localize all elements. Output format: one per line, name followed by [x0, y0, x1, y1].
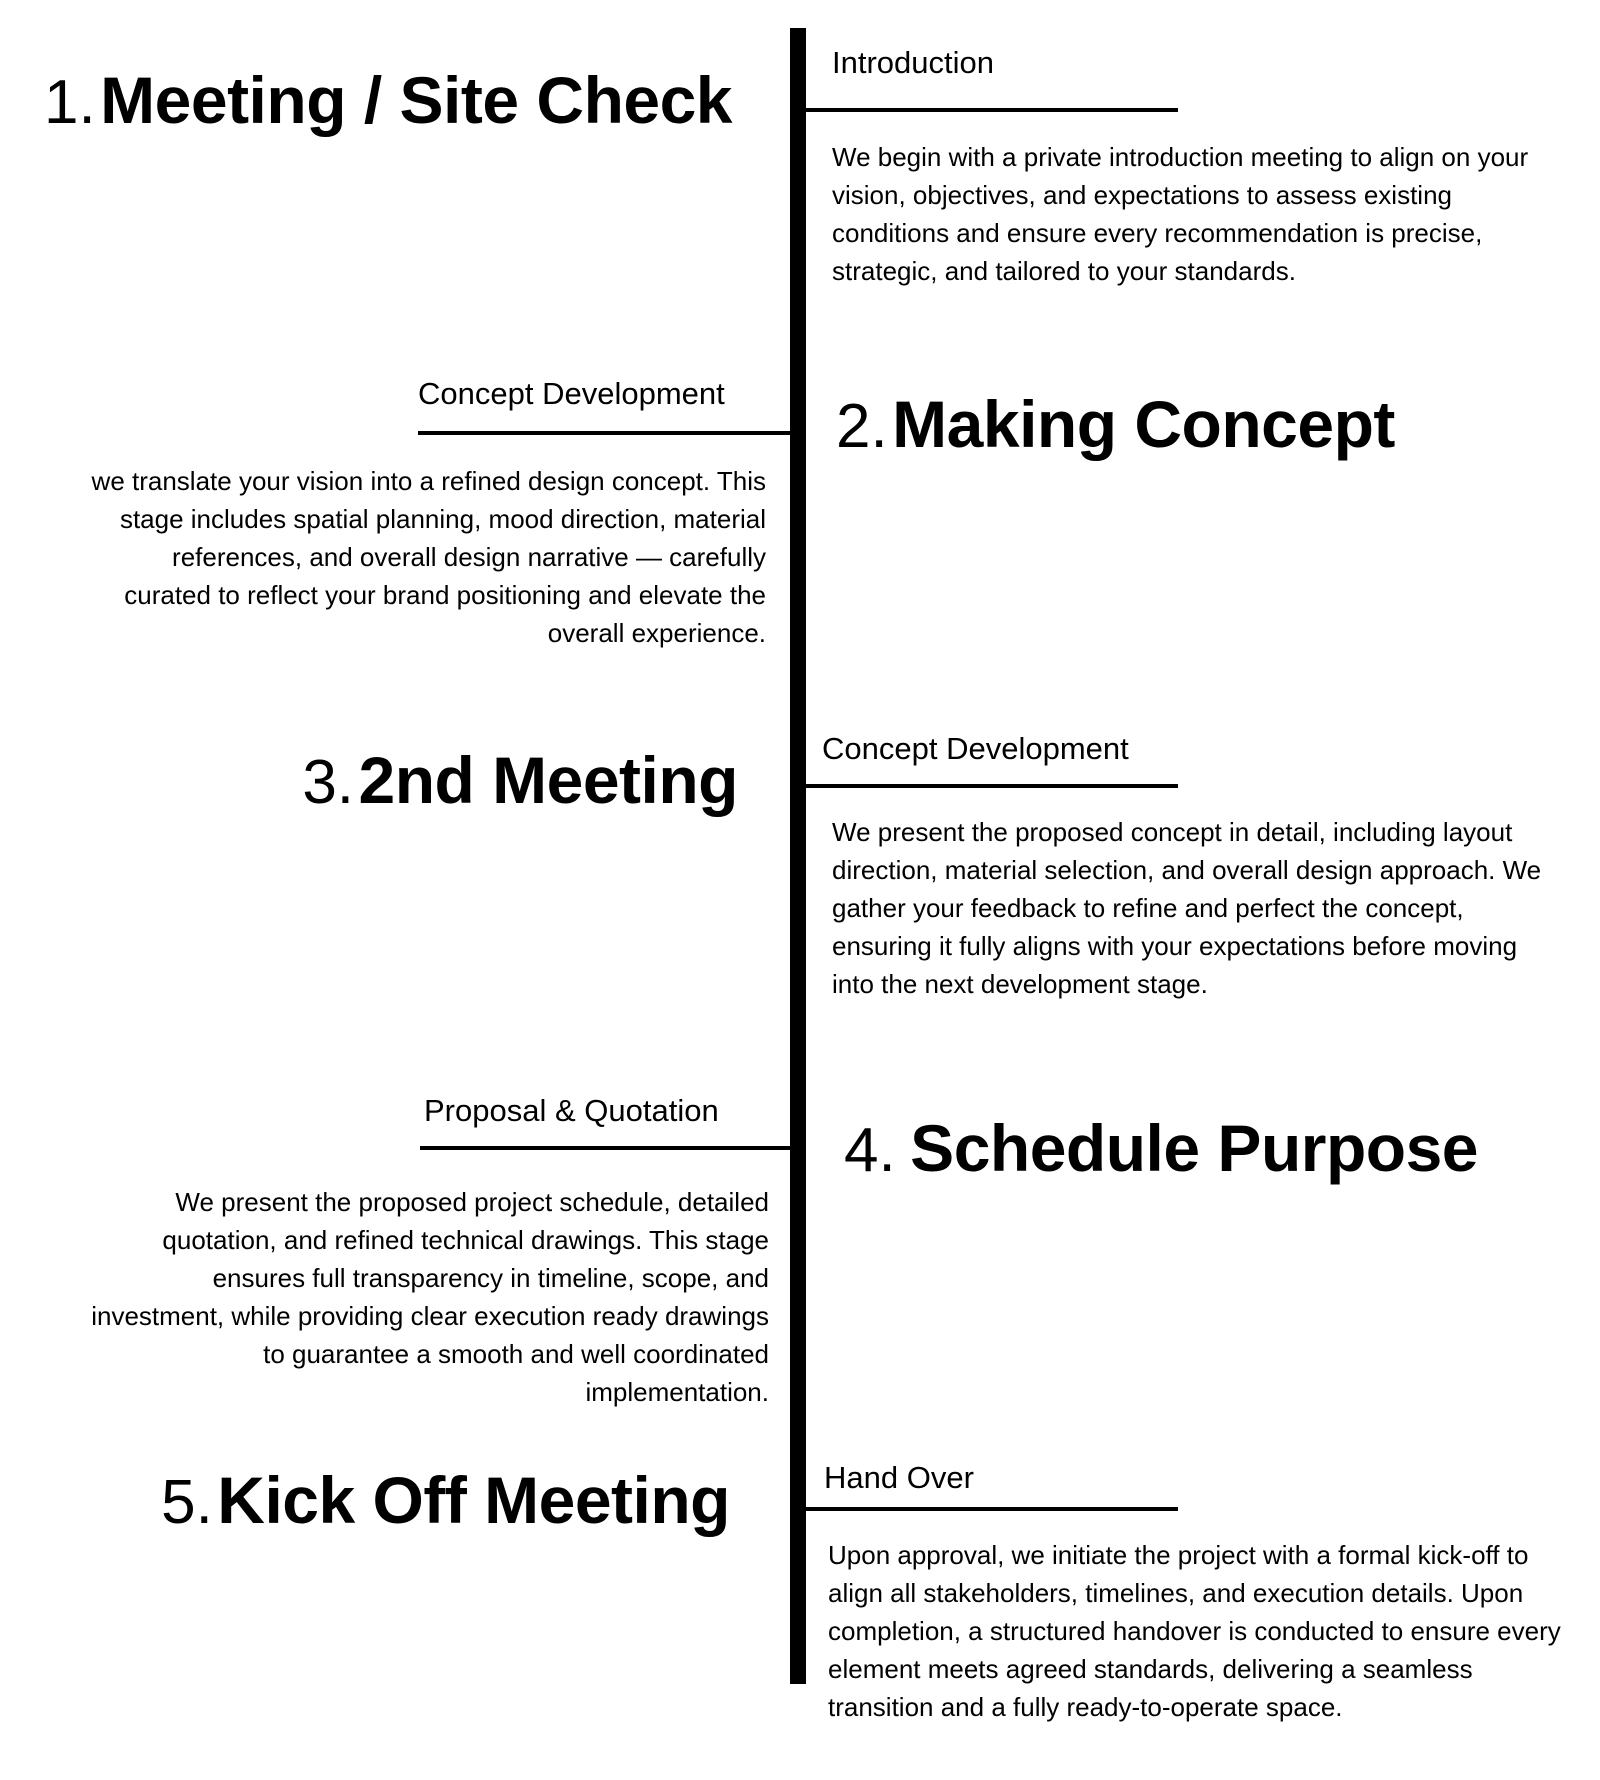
step-3-divider	[806, 784, 1178, 788]
step-5-heading	[110, 1463, 730, 1537]
step-1-heading	[44, 63, 732, 137]
step-3-heading	[230, 743, 738, 817]
step-2-title: Making Concept	[892, 387, 1395, 461]
step-2-label: Concept Development	[418, 376, 725, 411]
step-1-divider	[806, 108, 1178, 112]
step-4-title: Schedule Purpose	[910, 1111, 1478, 1185]
step-5-divider	[806, 1507, 1178, 1511]
step-4-divider	[420, 1146, 790, 1150]
step-5-title: Kick Off Meeting	[217, 1463, 730, 1537]
step-1-label: Introduction	[832, 45, 994, 80]
step-3-title: 2nd Meeting	[358, 743, 738, 817]
step-1-number: 1.	[44, 68, 96, 137]
step-4-description: We present the proposed project schedule, detailed quotation, and refined technical drawings. This stage ensures full transparency in timeline, scope, and investment, while providing clear execution ready drawings to guarantee a smooth and well coordinated implementation.	[91, 1187, 769, 1407]
step-4-number: 4.	[844, 1116, 896, 1185]
step-3-description: We present the proposed concept in detail, including layout direction, material selection, and overall design approach. We gather your feedback to refine and perfect the concept, ensuring it fully aligns with your expectations before moving into the next development stage.	[832, 817, 1542, 999]
step-3-number: 3.	[302, 748, 355, 817]
step-5-number: 5.	[161, 1468, 213, 1537]
step-2-divider	[418, 431, 790, 435]
step-4-label: Proposal & Quotation	[424, 1093, 719, 1128]
step-3-label: Concept Development	[822, 731, 1129, 766]
step-1-title: Meeting / Site Check	[100, 63, 732, 137]
step-2-heading	[836, 387, 1395, 461]
step-4-heading	[844, 1111, 1478, 1185]
step-5-label: Hand Over	[824, 1460, 974, 1495]
step-5-description: Upon approval, we initiate the project with a formal kick-off to align all stakeholders, timelines, and execution details. Upon completion, a structured handover is conducted to ensure every element meets agreed standards, delivering a seamless transition and a fully ready-to-operate space.	[828, 1540, 1561, 1722]
timeline-spine	[790, 28, 806, 1684]
step-2-number: 2.	[836, 392, 888, 461]
step-1-description: We begin with a private introduction meeting to align on your vision, objectives, and expectations to assess existing conditions and ensure every recommendation is precise, strategic, and tailored to your standards.	[832, 142, 1529, 286]
step-2-description: we translate your vision into a refined design concept. This stage includes spatial planning, mood direction, material references, and overall design narrative — carefully curated to reflect your brand positioning and elevate the overall experience.	[91, 466, 766, 648]
